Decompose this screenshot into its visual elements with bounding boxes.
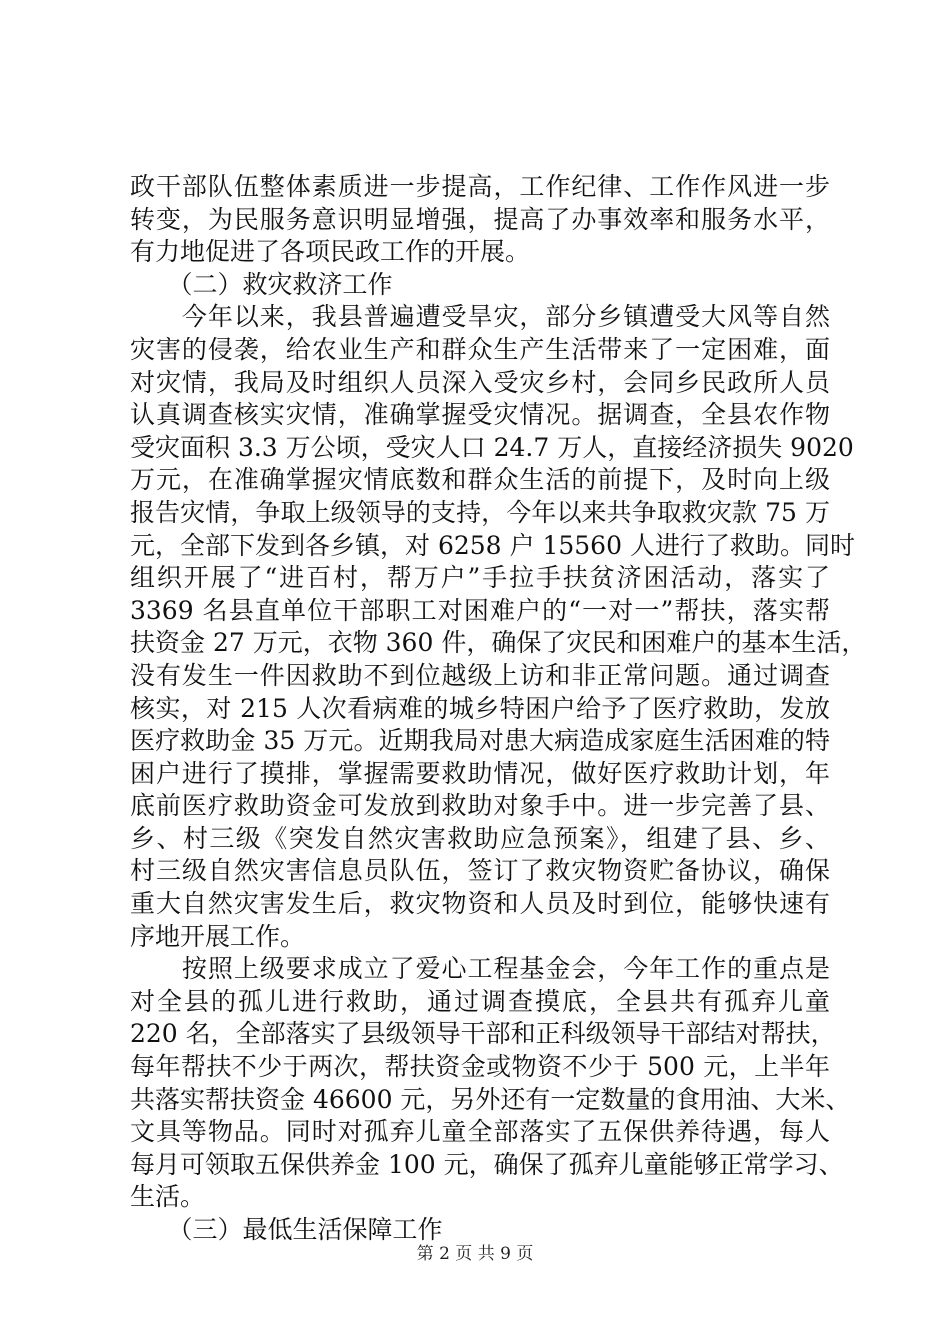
paragraph-line: 村三级自然灾害信息员队伍，签订了救灾物资贮备协议，确保 — [130, 856, 830, 886]
paragraph-line: 重大自然灾害发生后，救灾物资和人员及时到位，能够快速有 — [130, 889, 830, 919]
paragraph-line: 底前医疗救助资金可发放到救助对象手中。进一步完善了县、 — [130, 791, 830, 821]
paragraph-line: 扶资金 27 万元，衣物 360 件，确保了灾民和困难户的基本生活， — [130, 628, 867, 658]
paragraph-line: 有力地促进了各项民政工作的开展。 — [130, 237, 531, 267]
paragraph-line: 文具等物品。同时对孤弃儿童全部落实了五保供养待遇，每人 — [130, 1117, 830, 1147]
section-heading: （三）最低生活保障工作 — [130, 1215, 443, 1244]
paragraph-line: 今年以来，我县普遍遭受旱灾，部分乡镇遭受大风等自然 — [130, 302, 830, 332]
paragraph-line: 转变，为民服务意识明显增强，提高了办事效率和服务水平， — [130, 204, 830, 234]
paragraph-line: 困户进行了摸排，掌握需要救助情况，做好医疗救助计划，年 — [130, 758, 830, 788]
page-footer: 第 2 页 共 9 页 — [416, 1244, 534, 1264]
paragraph-line: 组织开展了“进百村，帮万户”手拉手扶贫济困活动，落实了 — [130, 563, 830, 593]
paragraph-line: 乡、村三级《突发自然灾害救助应急预案》，组建了县、乡、 — [130, 823, 830, 853]
paragraph-line: 220 名，全部落实了县级领导干部和正科级领导干部结对帮扶， — [130, 1019, 836, 1049]
paragraph-line: 没有发生一件因救助不到位越级上访和非正常问题。通过调查 — [130, 660, 830, 690]
paragraph-line: 序地开展工作。 — [130, 921, 306, 951]
document-body — [130, 171, 867, 1247]
paragraph-line: 元，全部下发到各乡镇，对 6258 户 15560 人进行了救助。同时 — [130, 530, 855, 560]
paragraph-line: 万元，在准确掌握灾情底数和群众生活的前提下，及时向上级 — [130, 465, 830, 495]
paragraph-line: 生活。 — [130, 1182, 206, 1212]
paragraph-line: 灾害的侵袭，给农业生产和群众生产生活带来了一定困难，面 — [130, 334, 830, 364]
paragraph-line: 3369 名县直单位干部职工对困难户的“一对一”帮扶，落实帮 — [130, 595, 830, 625]
section-heading: （二）救灾救济工作 — [130, 269, 393, 299]
paragraph-line: 医疗救助金 35 万元。近期我局对患大病造成家庭生活困难的特 — [130, 726, 830, 756]
paragraph-line: 每年帮扶不少于两次，帮扶资金或物资不少于 500 元，上半年 — [130, 1052, 830, 1082]
paragraph-line: 政干部队伍整体素质进一步提高，工作纪律、工作作风进一步 — [130, 172, 830, 201]
paragraph-line: 认真调查核实灾情，准确掌握受灾情况。据调查，全县农作物 — [130, 400, 830, 430]
paragraph-line: 共落实帮扶资金 46600 元，另外还有一定数量的食用油、大米、 — [130, 1084, 851, 1114]
paragraph-line: 受灾面积 3.3 万公顷，受灾人口 24.7 万人，直接经济损失 9020 — [130, 432, 854, 462]
paragraph-line: 报告灾情，争取上级领导的支持，今年以来共争取救灾款 75 万 — [130, 497, 830, 527]
paragraph-line: 核实，对 215 人次看病难的城乡特困户给予了医疗救助，发放 — [130, 693, 830, 723]
paragraph-line: 对灾情，我局及时组织人员深入受灾乡村，会同乡民政所人员 — [130, 367, 830, 397]
paragraph-line: 按照上级要求成立了爱心工程基金会，今年工作的重点是 — [130, 954, 830, 984]
paragraph-line: 每月可领取五保供养金 100 元，确保了孤弃儿童能够正常学习、 — [130, 1149, 844, 1179]
paragraph-line: 对全县的孤儿进行救助，通过调查摸底，全县共有孤弃儿童 — [130, 986, 830, 1016]
